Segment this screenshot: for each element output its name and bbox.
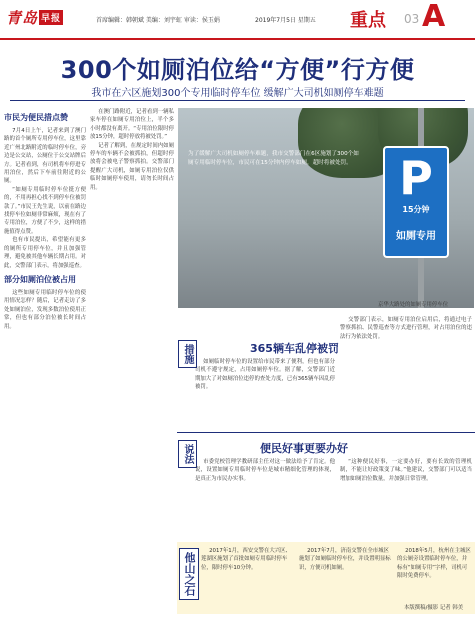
paragraph: 交警部门表示，如厕专用泊位启用后，将通过电子警察抓拍、民警巡查等方式进行管理，对占用泊位的违法行为依法处罚。 [340, 317, 472, 340]
block-divider [177, 432, 475, 433]
newspaper-logo [6, 7, 63, 28]
column-subtitle: 部分如厕泊位被占用 [4, 274, 76, 284]
page-letter: A [422, 0, 446, 34]
paragraph: “这种便民好事，一定要办好，要有长效的管理机制，不能让好政策变了味。”他建议，交警部门可以适当增加如厕泊位数量，并加强日常管理。 [340, 459, 472, 482]
section-tag-measures: 措施 [178, 340, 197, 368]
other-cities-column-2 [299, 547, 391, 572]
measures-column-1 [195, 358, 335, 428]
paragraph: “如厕专用临时停车位挺方便的，不用再担心找不到停车位被罚款了。”市民王先生说，以前在路边找停车位如厕非常麻烦，现在有了专用泊位，方便了不少，这样的措施值得点赞。 [4, 186, 86, 235]
headline: 300个如厕泊位给“方便”行方便 [60, 56, 415, 84]
section-tag-other-cities: 他山之石 [179, 548, 199, 600]
paragraph: 2018年5月，杭州在主城区的公厕旁设置临时停车位，并标有“如厕专用”字样，司机可限时免费停车。 [397, 548, 471, 580]
sign-label: 如厕专用 [396, 231, 436, 242]
headline-divider [10, 100, 465, 101]
photo-credit: 京华大路处的如厕专用停车位 [378, 302, 449, 308]
paragraph: 如厕临时停车位的设置给市民带来了便利，但也有部分司机不遵守规定，占用如厕停车位。据了解，交警部门近期加大了对如厕泊位违停的查处力度，已有365辆车因乱停被罚。 [195, 359, 335, 391]
measures-title: 365辆车乱停被罚 [250, 342, 339, 355]
paragraph: 记者了解到，在规定时间内如厕停车的车辆不会被抓拍，但超时停放将会被电子警察抓拍。交警部门提醒广大司机，如厕专用泊位仅供临时如厕停车使用，请勿长时间占用。 [90, 142, 174, 191]
article-column-1 [4, 108, 86, 538]
explain-column-2 [340, 458, 472, 538]
article-column-2 [90, 108, 174, 608]
parking-sign [383, 146, 449, 258]
paragraph: 在澳门路附近，记者看到一辆私家车停在如厕专用泊位上，半个多小时都没有离开。“专用泊位限时停放15分钟，超时停放将被处罚。” [90, 109, 174, 141]
parking-p-icon: P [399, 151, 433, 205]
measures-column-2 [340, 316, 472, 428]
page-number: 03 [404, 12, 420, 26]
photo-caption: 为了缓解广大司机如厕停车难题，我市交警部门在6区施划了300个如厕专用临时停车位，市民可在15分钟内停车如厕，超时将被处罚。 [188, 151, 359, 166]
byline: 本版撰稿/摄影 记者 韩美 [404, 605, 464, 611]
other-cities-column-1 [201, 547, 293, 572]
paragraph: 这些如厕专用临时停车位的使用情况怎样？随后，记者走访了多处如厕泊位，发现多数泊位使用正常，但也有部分泊位被长时间占用。 [4, 289, 86, 330]
masthead [0, 0, 475, 40]
explain-column-1 [195, 458, 335, 538]
paragraph: 2017年7月，济南交警在全市城区施划了如厕临时停车位，并设置明显标识，方便司机如厕。 [299, 548, 391, 571]
subheadline: 我市在六区施划300个专用临时停车位 缓解广大司机如厕停车难题 [91, 88, 384, 99]
section-name: 重点 [350, 10, 386, 31]
sign-time-limit: 15分钟 [402, 205, 430, 214]
news-photo [178, 108, 474, 308]
paragraph: 2017年1月，西安交警在大兴区、莲湖区施划了首批如厕专用临时停车位，限时停车10分钟。 [201, 548, 291, 571]
paragraph: 也有市民提出，希望能有更多的厕所专用停车位，并且加强管理，避免被其他车辆长期占用。对此，交警部门表示，将加强巡查。 [4, 237, 86, 269]
issue-date: 2019年7月5日 星期五 [255, 17, 316, 24]
explain-title: 便民好事更要办好 [260, 442, 348, 455]
other-cities-column-3 [397, 547, 471, 581]
logo-badge: 早报 [39, 10, 63, 25]
paragraph: 7月4日上午，记者来到了澳门路的首个厕所专用停车位，这里靠近广州北路附近的临时停车位，旁边是公交站，公厕位于公交站牌后方。记者看到，有司机将车停进专用泊位，然后下车前往附近的公厕。 [4, 128, 86, 185]
staff-line: 首席编辑：韩朝斌 美编：刘宇虹 审读：侯玉娟 [96, 17, 220, 24]
paragraph: 市委党校管理学教研部主任对这一做法给予了肯定。他说，设置如厕专用临时停车位是城市精细化管理的体现，是真正为市民办实事。 [195, 459, 335, 482]
logo-main: 青岛 [6, 9, 39, 27]
column-subtitle: 市民为便民措点赞 [4, 113, 68, 122]
section-tag-explain: 说法 [178, 440, 197, 468]
